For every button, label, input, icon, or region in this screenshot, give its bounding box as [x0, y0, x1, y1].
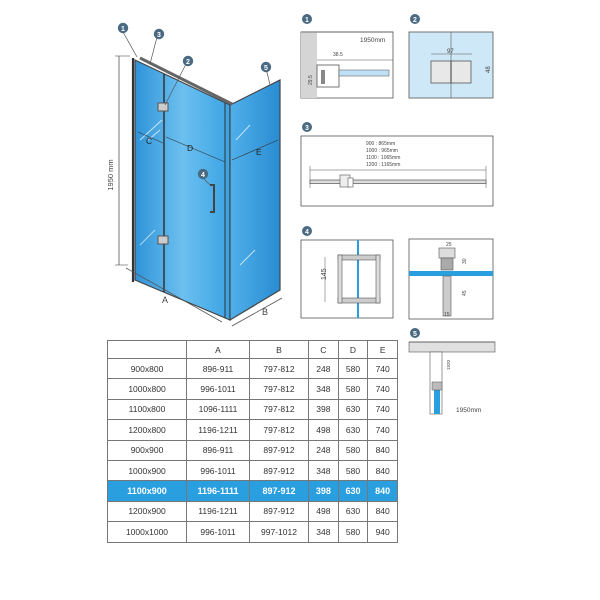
svg-text:145: 145	[321, 268, 328, 280]
cell-size: 900x800	[108, 359, 187, 379]
cell-c: 398	[309, 399, 339, 419]
table-header-b: B	[250, 341, 309, 359]
svg-text:97: 97	[447, 49, 454, 55]
table-header-e: E	[368, 341, 398, 359]
table-row	[108, 440, 398, 460]
cell-d: 580	[338, 379, 368, 399]
table-header-d: D	[338, 341, 368, 359]
callout-5-badge	[261, 62, 271, 72]
cell-c: 348	[309, 460, 339, 480]
cell-e: 840	[368, 481, 398, 501]
cell-d: 630	[338, 501, 368, 521]
cell-d: 580	[338, 460, 368, 480]
dimension-label-c: C	[146, 136, 153, 146]
svg-text:3: 3	[305, 125, 309, 132]
svg-text:45: 45	[462, 290, 468, 296]
dimension-label-d: D	[187, 143, 194, 153]
cell-b: 897-912	[250, 460, 309, 480]
svg-text:25: 25	[446, 242, 452, 248]
svg-text:1920: 1920	[446, 359, 451, 370]
table-row	[108, 359, 398, 379]
callout-2-badge	[183, 56, 193, 66]
cell-c: 498	[309, 501, 339, 521]
cell-e: 840	[368, 460, 398, 480]
cell-c: 348	[309, 379, 339, 399]
cell-a: 996-1011	[187, 460, 250, 480]
dimension-label-a: A	[162, 295, 169, 305]
svg-text:1000 : 965mm: 1000 : 965mm	[366, 148, 398, 154]
side-glass-panel	[230, 80, 280, 320]
hinge-bottom	[158, 236, 168, 244]
svg-text:5: 5	[264, 65, 268, 72]
cell-e: 840	[368, 440, 398, 460]
cell-b: 997-1012	[250, 522, 309, 542]
svg-text:1200 : 1165mm: 1200 : 1165mm	[366, 162, 401, 168]
table-row	[108, 420, 398, 440]
table-row-highlighted	[108, 481, 398, 501]
svg-text:1950mm: 1950mm	[360, 37, 386, 44]
dimension-label-b: B	[262, 307, 269, 317]
svg-text:29.5: 29.5	[308, 75, 314, 85]
detail-3-stabilizer-bar	[298, 118, 496, 210]
table-header-a: A	[187, 341, 250, 359]
cell-d: 630	[338, 420, 368, 440]
svg-text:4: 4	[201, 172, 205, 179]
cell-a: 1196-1111	[187, 481, 250, 501]
cell-size: 1200x900	[108, 501, 187, 521]
cell-c: 348	[309, 522, 339, 542]
svg-text:2: 2	[186, 59, 190, 66]
svg-text:1950mm: 1950mm	[456, 407, 482, 414]
cell-size: 1200x800	[108, 420, 187, 440]
cell-d: 630	[338, 399, 368, 419]
svg-text:38.5: 38.5	[333, 52, 343, 58]
svg-text:2: 2	[413, 17, 417, 24]
cell-a: 1096-1111	[187, 399, 250, 419]
cell-a: 996-1011	[187, 379, 250, 399]
cell-size: 1000x1000	[108, 522, 187, 542]
cell-c: 398	[309, 481, 339, 501]
svg-text:1100 : 1065mm: 1100 : 1065mm	[366, 155, 401, 161]
table-header-c: C	[309, 341, 339, 359]
svg-text:900 : 865mm: 900 : 865mm	[366, 141, 396, 147]
cell-a: 1196-1211	[187, 420, 250, 440]
cell-d: 630	[338, 481, 368, 501]
cell-c: 248	[309, 440, 339, 460]
cell-a: 996-1011	[187, 522, 250, 542]
detail-2-hinge	[406, 10, 496, 102]
cell-e: 740	[368, 379, 398, 399]
height-dimension-label: 1950 mm	[106, 159, 115, 191]
cell-c: 498	[309, 420, 339, 440]
cell-d: 580	[338, 522, 368, 542]
table-row	[108, 379, 398, 399]
callout-1-badge	[118, 23, 128, 33]
cell-e: 740	[368, 359, 398, 379]
cell-e: 940	[368, 522, 398, 542]
cell-a: 896-911	[187, 440, 250, 460]
table-header-size	[108, 341, 187, 359]
cell-b: 797-812	[250, 420, 309, 440]
callout-3-badge	[154, 29, 164, 39]
callout-4-badge	[198, 169, 208, 179]
detail-1-wall-profile	[298, 10, 398, 102]
detail-5-side-profile	[406, 326, 498, 418]
svg-text:30: 30	[462, 258, 468, 264]
cell-b: 897-912	[250, 501, 309, 521]
cell-b: 797-812	[250, 359, 309, 379]
cell-d: 580	[338, 359, 368, 379]
hinge-top	[158, 103, 168, 111]
table-row	[108, 522, 398, 542]
cell-e: 740	[368, 399, 398, 419]
table-row	[108, 501, 398, 521]
svg-text:5: 5	[413, 331, 417, 338]
cell-size: 1000x800	[108, 379, 187, 399]
cell-b: 797-812	[250, 379, 309, 399]
table-row	[108, 399, 398, 419]
svg-text:48: 48	[486, 66, 492, 73]
table-header-row	[108, 341, 398, 359]
cell-size: 900x900	[108, 440, 187, 460]
svg-text:15: 15	[444, 312, 450, 318]
svg-text:4: 4	[305, 229, 309, 236]
cell-e: 840	[368, 501, 398, 521]
detail-4-handle	[298, 222, 398, 322]
cell-size: 1100x800	[108, 399, 187, 419]
dimension-label-e: E	[256, 147, 262, 157]
dimensions-table	[107, 340, 398, 543]
svg-text:3: 3	[157, 32, 161, 39]
cell-a: 1196-1211	[187, 501, 250, 521]
cell-b: 897-912	[250, 481, 309, 501]
cell-d: 580	[338, 440, 368, 460]
cell-size: 1100x900	[108, 481, 187, 501]
cell-c: 248	[309, 359, 339, 379]
table-row	[108, 460, 398, 480]
cell-b: 897-912	[250, 440, 309, 460]
cell-a: 896-911	[187, 359, 250, 379]
svg-text:1: 1	[121, 26, 125, 33]
cell-e: 740	[368, 420, 398, 440]
shower-enclosure-drawing	[0, 0, 300, 340]
detail-4-handle-side	[406, 236, 496, 322]
cell-b: 797-812	[250, 399, 309, 419]
svg-text:1: 1	[305, 17, 309, 24]
cell-size: 1000x900	[108, 460, 187, 480]
